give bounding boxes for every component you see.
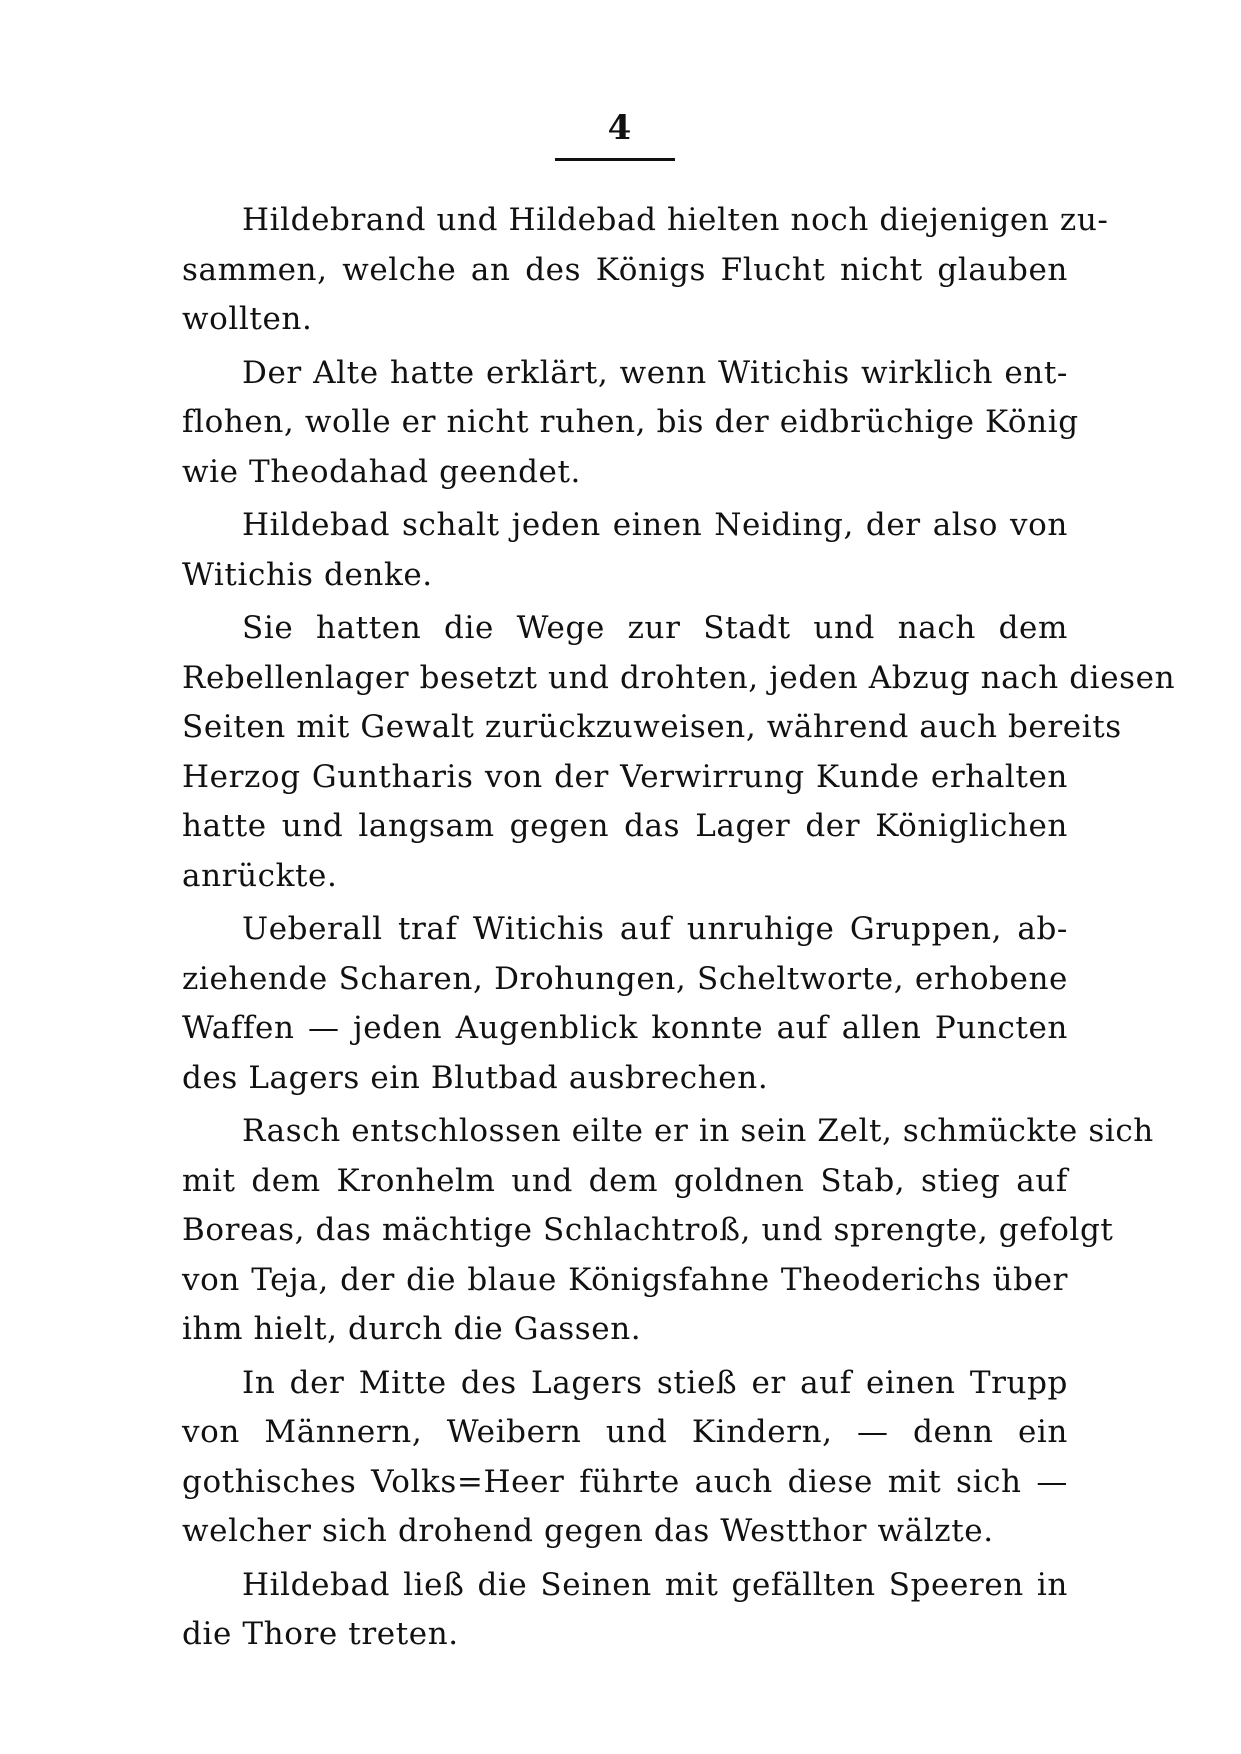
text-line: wie Theodahad geendet. — [182, 453, 581, 490]
text-line: Herzog Guntharis von der Verwirrung Kunde erhalten — [182, 758, 1068, 795]
paragraph — [182, 1359, 1068, 1557]
page-number: 4 — [607, 108, 633, 148]
text-line: In der Mitte des Lagers stieß er auf einen Trupp — [242, 1364, 1068, 1401]
paragraph — [182, 604, 1176, 901]
body-text — [182, 196, 1176, 1664]
text-line: die Thore treten. — [182, 1616, 459, 1652]
text-line: Hildebad ließ die Seinen mit gefällten Speeren in — [242, 1566, 1068, 1603]
text-line: von Teja, der die blaue Königsfahne Theoderichs über — [182, 1261, 1068, 1298]
text-line: sammen, welche an des Königs Flucht nicht glauben — [182, 251, 1068, 288]
text-line: Ueberall traf Witichis auf unruhige Gruppen, ab- — [242, 911, 1068, 947]
text-line: wollten. — [182, 301, 313, 337]
text-line: des Lagers ein Blutbad ausbrechen. — [182, 1059, 769, 1096]
text-line: Hildebrand und Hildebad hielten noch diejenigen zu- — [242, 202, 1109, 238]
text-line: Waffen — jeden Augenblick konnte auf allen Puncten — [182, 1010, 1068, 1046]
page-number-rule — [555, 158, 675, 161]
paragraph — [182, 349, 1079, 498]
paragraph — [182, 1561, 1068, 1660]
text-line: gothisches Volks=Heer führte auch diese mit sich — — [182, 1463, 1068, 1500]
text-line: Rasch entschlossen eilte er in sein Zelt, schmückte sich — [242, 1113, 1154, 1149]
paragraph — [182, 1107, 1154, 1355]
paragraph — [182, 501, 1068, 600]
text-line: Hildebad schalt jeden einen Neiding, der also von — [242, 507, 1068, 543]
text-line: Boreas, das mächtige Schlachtroß, und sprengte, gefolgt — [182, 1212, 1114, 1248]
paragraph — [182, 905, 1068, 1103]
text-line: ziehende Scharen, Drohungen, Scheltworte, erhobene — [182, 960, 1068, 997]
text-line: mit dem Kronhelm und dem goldnen Stab, stieg auf — [182, 1162, 1068, 1199]
text-line: flohen, wolle er nicht ruhen, bis der eidbrüchige König — [182, 404, 1079, 440]
text-line: anrückte. — [182, 857, 338, 894]
text-line: ihm hielt, durch die Gassen. — [182, 1311, 642, 1347]
text-line: Seiten mit Gewalt zurückzuweisen, während auch bereits — [182, 709, 1122, 745]
text-line: Der Alte hatte erklärt, wenn Witichis wirklich ent- — [242, 354, 1068, 391]
text-line: Rebellenlager besetzt und drohten, jeden Abzug nach diesen — [182, 659, 1176, 696]
paragraph — [182, 196, 1109, 345]
text-line: hatte und langsam gegen das Lager der Königlichen — [182, 808, 1068, 844]
text-line: von Männern, Weibern und Kindern, — denn ein — [182, 1414, 1068, 1450]
text-line: welcher sich drohend gegen das Westthor wälzte. — [182, 1513, 994, 1549]
text-line: Witichis denke. — [182, 556, 433, 593]
text-line: Sie hatten die Wege zur Stadt und nach dem — [242, 610, 1068, 646]
